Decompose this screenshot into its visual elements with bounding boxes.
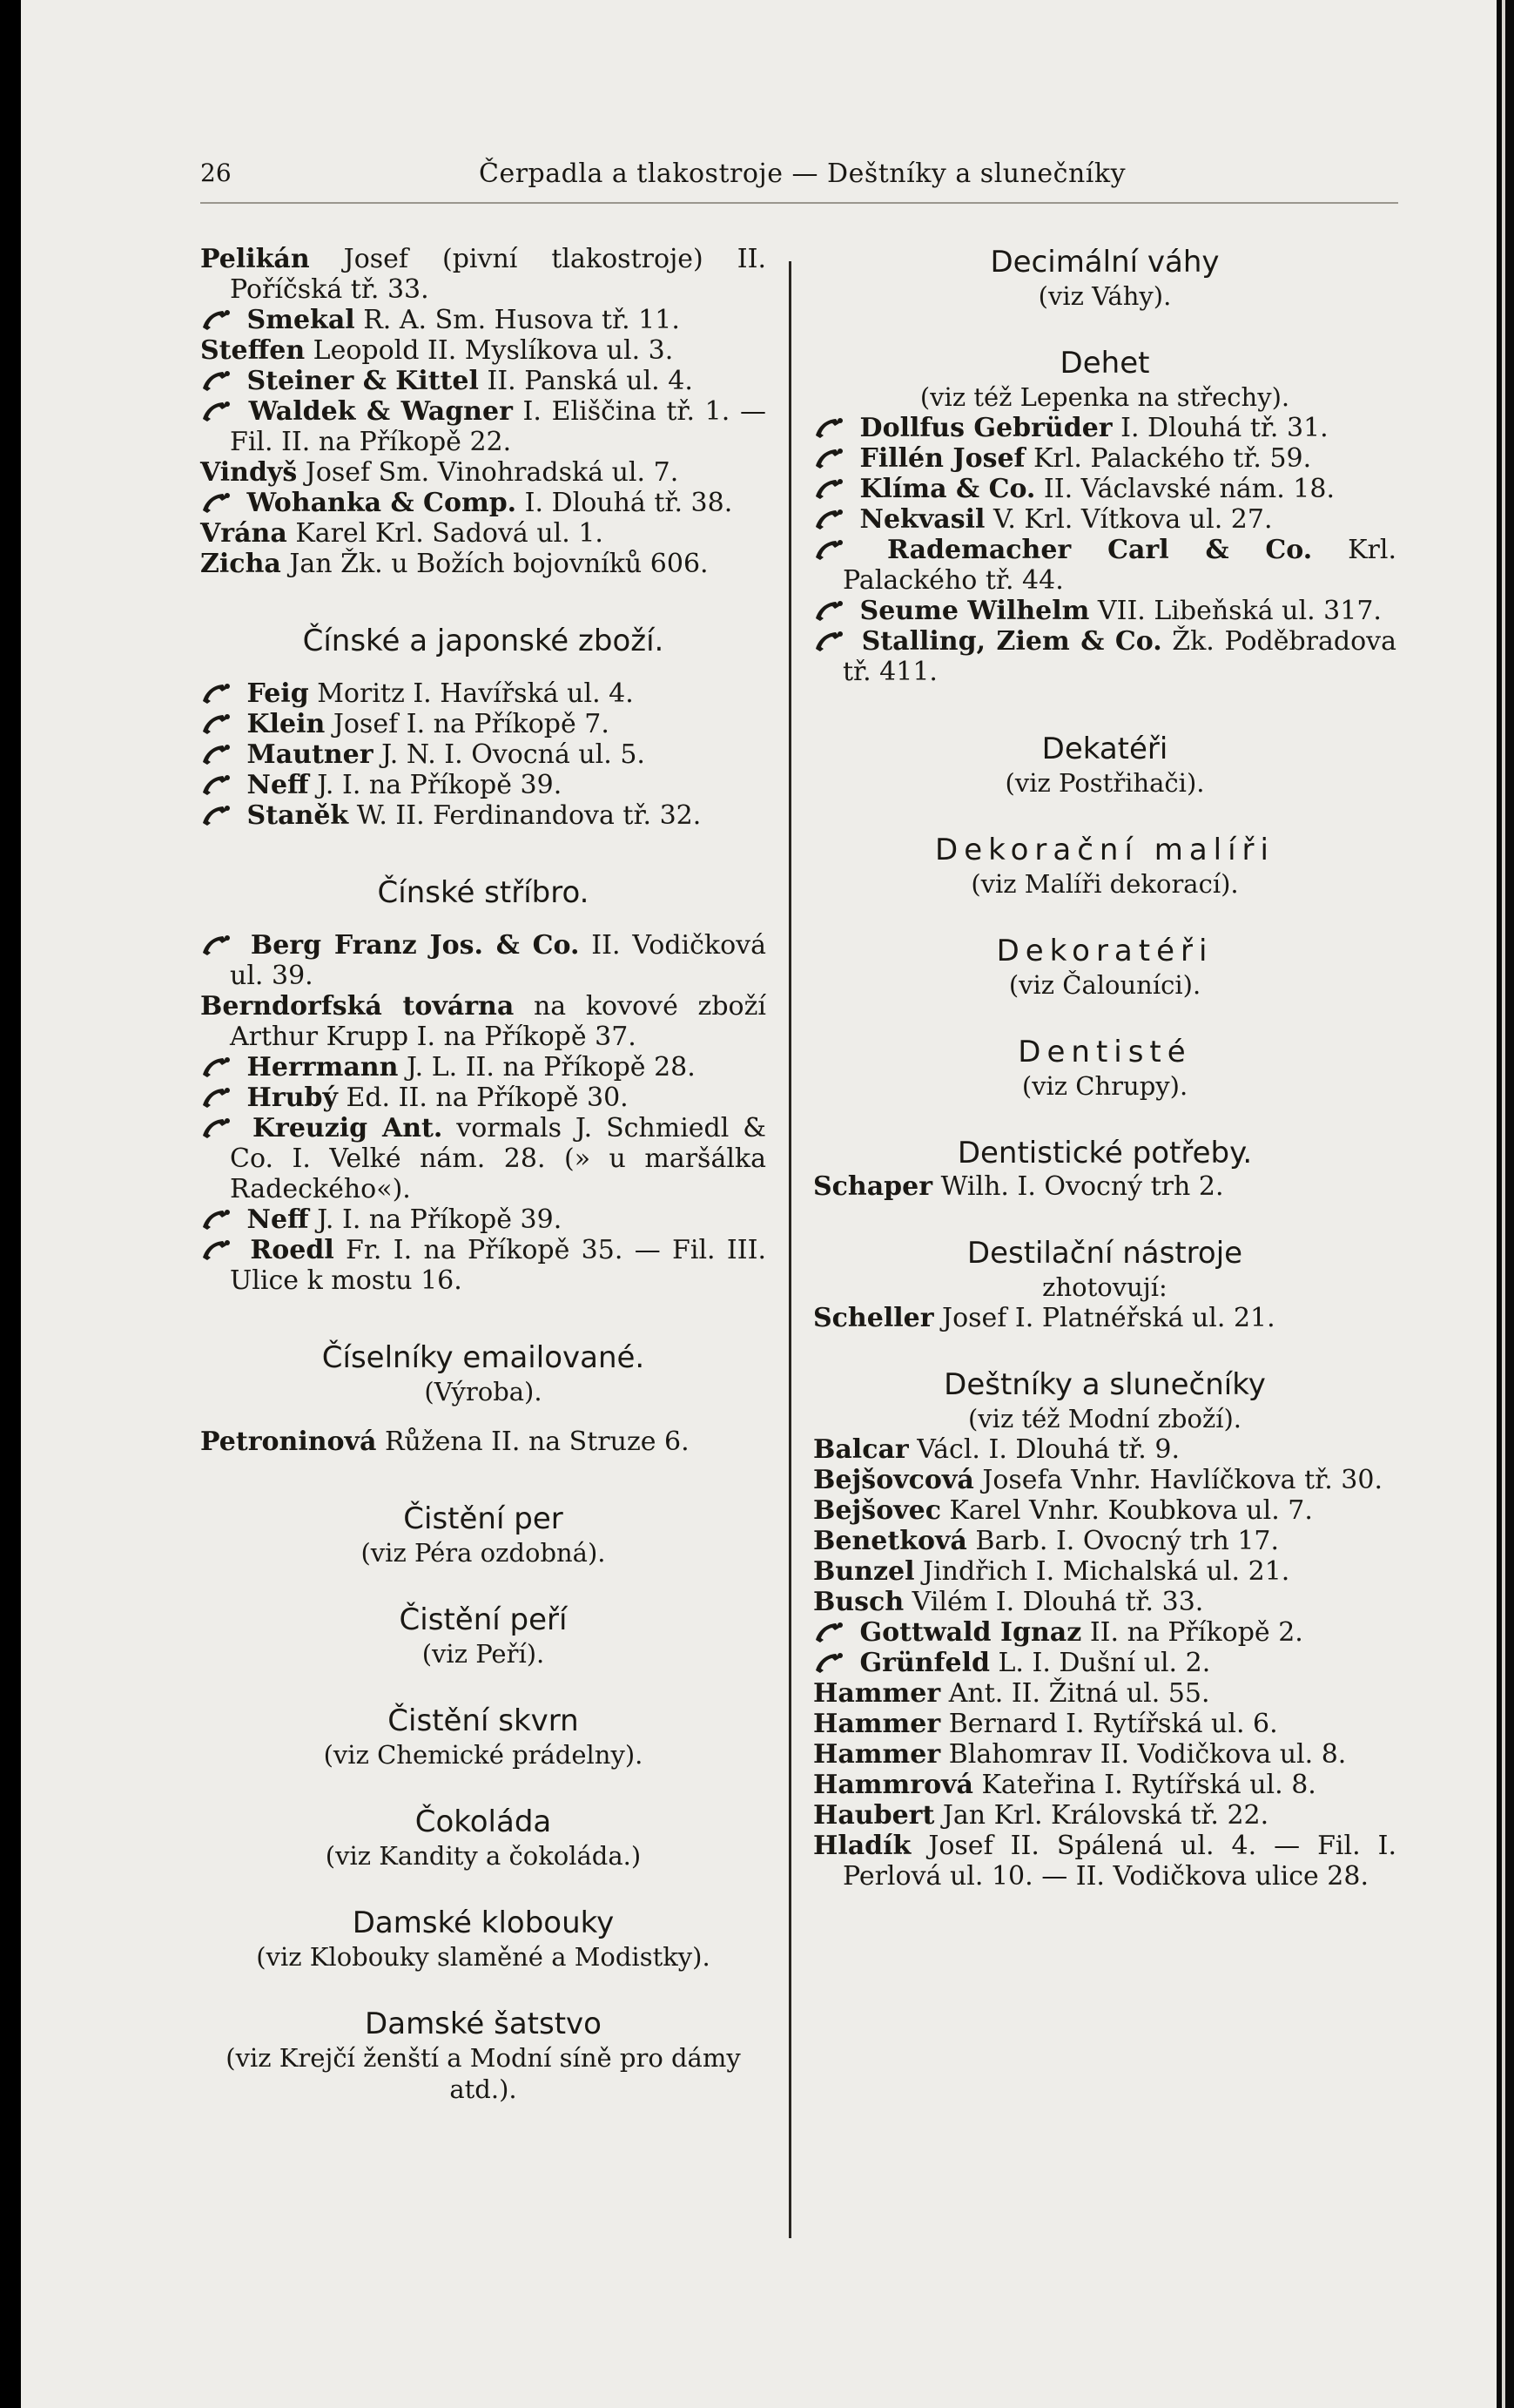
section-heading: Čínské a japonské zboží. [302, 624, 664, 658]
telephone-icon [200, 804, 232, 826]
directory-entry [813, 1648, 1396, 1678]
entry-name: Wohanka & Comp. [246, 488, 517, 518]
telephone-icon [200, 1116, 232, 1139]
entry-address: J. I. na Příkopě 39. [308, 770, 562, 800]
telephone-icon [813, 1651, 844, 1674]
section-note: (viz Chrupy). [1021, 1071, 1188, 1101]
entry-name: Busch [813, 1587, 905, 1617]
entry-address: I. Dlouhá tř. 31. [1112, 413, 1329, 443]
section-heading: Dekoratéři [996, 934, 1214, 968]
entry-name: Zicha [200, 549, 281, 579]
directory-entry [813, 1303, 1396, 1333]
section-heading: Dekatéři [1041, 732, 1168, 766]
section-heading: Dehet [1060, 346, 1150, 381]
entry-address: Josef Sm. Vinohradská ul. 7. [297, 457, 679, 488]
directory-entry [200, 1052, 766, 1083]
entry-address: VII. Libeňská ul. 317. [1089, 596, 1382, 626]
entry-address: J. N. I. Ovocná ul. 5. [373, 739, 645, 770]
entry-name: Roedl [250, 1235, 334, 1265]
directory-entry [200, 678, 766, 709]
scan-edge [1497, 0, 1514, 2408]
directory-entry [200, 488, 766, 518]
directory-entry [813, 1495, 1396, 1526]
entry-address: Krl. Palackého tř. 44. [843, 535, 1397, 596]
telephone-icon [813, 416, 844, 439]
directory-entry [200, 1083, 766, 1113]
entry-address: V. Krl. Vítkova ul. 27. [985, 504, 1273, 535]
entry-address: Žk. Poděbradova tř. 411. [843, 626, 1396, 687]
entry-list [200, 930, 766, 1296]
directory-entry [813, 1800, 1396, 1831]
directory-entry [813, 1587, 1396, 1617]
entry-name: Steffen [200, 335, 306, 366]
telephone-icon [200, 308, 232, 331]
section-note: (viz Peří). [421, 1639, 545, 1669]
directory-entry [813, 474, 1396, 504]
directory-entry [200, 518, 766, 549]
entry-address: II. Václavské nám. 18. [1035, 474, 1336, 504]
entry-name: Fillén Josef [859, 443, 1026, 474]
directory-entry [813, 1434, 1396, 1465]
column-divider [789, 261, 791, 2238]
directory-page [21, 0, 1497, 2408]
directory-entry [813, 1770, 1396, 1800]
entry-name: Bunzel [813, 1556, 915, 1587]
section-note: (viz Klobouky slaměné a Modistky). [256, 1942, 710, 1972]
section-heading: Čínské stříbro. [377, 875, 589, 910]
section-note: zhotovují: [1042, 1272, 1167, 1302]
telephone-icon [200, 1086, 232, 1109]
directory-entry [200, 549, 766, 579]
directory-entry [813, 1171, 1396, 1202]
entry-address: I. Dlouhá tř. 38. [516, 488, 733, 518]
entry-address: Wilh. I. Ovocný trh 2. [932, 1171, 1224, 1202]
entry-list [813, 1434, 1396, 1892]
entry-name: Steiner & Kittel [246, 366, 479, 396]
entry-name: Nekvasil [859, 504, 986, 535]
telephone-icon [200, 369, 232, 392]
entry-address: II. Vodičková ul. 39. [230, 930, 766, 991]
directory-entry [813, 626, 1396, 687]
entry-list [813, 1171, 1396, 1202]
directory-entry [200, 1204, 766, 1235]
entry-address: Ed. II. na Příkopě 30. [337, 1083, 629, 1113]
section-note: (viz Postřihači). [1005, 768, 1205, 798]
entry-address: Josefa Vnhr. Havlíčkova tř. 30. [973, 1465, 1383, 1495]
section-note: (viz Kandity a čokoláda.) [325, 1841, 642, 1871]
entry-name: Balcar [813, 1434, 909, 1465]
section-heading: Deštníky a slunečníky [944, 1367, 1266, 1402]
entry-name: Kreuzig Ant. [252, 1113, 443, 1143]
section-heading: Čistění peří [399, 1602, 568, 1637]
entry-address: Vilém I. Dlouhá tř. 33. [904, 1587, 1204, 1617]
telephone-icon [200, 400, 232, 422]
telephone-icon [200, 491, 232, 514]
entry-address: Růžena II. na Struze 6. [376, 1427, 690, 1457]
directory-entry [813, 1678, 1396, 1709]
section-note: (viz též Lepenka na střechy). [919, 382, 1290, 412]
section-note: (viz též Modní zboží). [967, 1404, 1242, 1433]
entry-name: Herrmann [246, 1052, 399, 1083]
entry-address: Josef I. na Příkopě 7. [325, 709, 609, 739]
entry-address: Josef I. Platnéřská ul. 21. [933, 1303, 1275, 1333]
entry-list [813, 413, 1396, 687]
entry-name: Pelikán [200, 244, 310, 274]
telephone-icon [200, 773, 232, 796]
entry-address: Blahomrav II. Vodičkova ul. 8. [940, 1739, 1347, 1770]
entry-name: Schaper [813, 1171, 933, 1202]
directory-entry [813, 535, 1396, 596]
left-column [200, 244, 766, 2105]
header-rule [200, 202, 1398, 204]
entry-name: Petroninová [200, 1427, 377, 1457]
entry-name: Bejšovcová [813, 1465, 974, 1495]
entry-list [200, 678, 766, 831]
entry-name: Feig [246, 678, 309, 709]
entry-name: Hammrová [813, 1770, 973, 1800]
section-heading: Dekorační malíři [935, 833, 1275, 867]
entry-list [200, 1427, 766, 1457]
entry-address: W. II. Ferdinandova tř. 32. [348, 800, 702, 831]
telephone-icon [200, 1238, 232, 1261]
directory-entry [200, 770, 766, 800]
telephone-icon [200, 743, 232, 766]
entry-name: Bejšovec [813, 1495, 941, 1526]
entry-name: Gottwald Ignaz [859, 1617, 1082, 1648]
entry-address: L. I. Dušní ul. 2. [989, 1648, 1211, 1678]
entry-address: J. L. II. na Příkopě 28. [398, 1052, 696, 1083]
directory-entry [200, 1113, 766, 1204]
entry-address: II. na Příkopě 2. [1081, 1617, 1303, 1648]
directory-entry [200, 1427, 766, 1457]
section-heading: Damské šatstvo [365, 2007, 602, 2041]
entry-name: Stalling, Ziem & Co. [861, 626, 1162, 657]
telephone-icon [200, 934, 232, 956]
directory-entry [813, 1709, 1396, 1739]
entry-address: Kateřina I. Rytířská ul. 8. [972, 1770, 1316, 1800]
directory-entry [813, 1739, 1396, 1770]
telephone-icon [813, 599, 844, 622]
directory-entry [200, 305, 766, 335]
entry-name: Hladík [813, 1831, 912, 1861]
directory-entry [200, 991, 766, 1052]
directory-entry [200, 800, 766, 831]
entry-name: Klíma & Co. [859, 474, 1036, 504]
page-number: 26 [200, 159, 232, 187]
page-header [200, 159, 1398, 193]
telephone-icon [813, 477, 844, 500]
entry-name: Hammer [813, 1709, 941, 1739]
entry-name: Hammer [813, 1739, 941, 1770]
entry-name: Smekal [246, 305, 355, 335]
directory-entry [813, 1526, 1396, 1556]
entry-address: Josef II. Spálená ul. 4. — Fil. I. Perlová ul. 10. — II. Vodičkova ulice 28. [843, 1831, 1396, 1892]
section-heading: Dentisté [1018, 1035, 1192, 1069]
entry-address: Jan Žk. u Božích bojovníků 606. [280, 549, 709, 579]
entry-address: Leopold II. Myslíkova ul. 3. [305, 335, 674, 366]
entry-address: Karel Krl. Sadová ul. 1. [286, 518, 603, 549]
section-heading: Číselníky emailované. [321, 1340, 645, 1375]
entry-address: I. Eliščina tř. 1. — Fil. II. na Příkopě 22. [230, 396, 766, 457]
telephone-icon [200, 1208, 232, 1231]
section-heading: Destilační nástroje [966, 1236, 1243, 1271]
section-heading: Damské klobouky [352, 1905, 615, 1940]
telephone-icon [813, 508, 844, 530]
directory-entry [200, 739, 766, 770]
directory-entry [813, 1617, 1396, 1648]
telephone-icon [813, 538, 844, 561]
section-note: (viz Malíři dekorací). [971, 869, 1239, 899]
directory-entry [200, 1235, 766, 1296]
entry-name: Seume Wilhelm [859, 596, 1090, 626]
entry-name: Hammer [813, 1678, 941, 1709]
telephone-icon [200, 712, 232, 735]
section-heading: Čokoláda [414, 1804, 552, 1839]
telephone-icon [813, 1621, 844, 1643]
entry-address: Fr. I. na Příkopě 35. — Fil. III. Ulice k mostu 16. [230, 1235, 766, 1296]
entry-address: R. A. Sm. Husova tř. 11. [354, 305, 680, 335]
entry-address: J. I. na Příkopě 39. [308, 1204, 562, 1235]
section-heading: Čistění per [403, 1501, 563, 1536]
entry-name: Vindyš [200, 457, 298, 488]
entry-address: Josef (pivní tlakostroje) II. Poříčská tř. 33. [230, 244, 766, 305]
telephone-icon [813, 447, 844, 469]
section-heading: Decimální váhy [990, 245, 1220, 280]
entry-name: Waldek & Wagner [248, 396, 513, 427]
section-note: (viz Péra ozdobná). [360, 1538, 606, 1568]
entry-address: Bernard I. Rytířská ul. 6. [940, 1709, 1278, 1739]
section-heading: Čistění skvrn [387, 1703, 579, 1738]
directory-entry [200, 335, 766, 366]
entry-name: Neff [246, 1204, 309, 1235]
entry-address: Moritz I. Havířská ul. 4. [308, 678, 634, 709]
section-note: (viz Krejčí ženští a Modní síně pro dámy atd.). [225, 2043, 741, 2104]
right-column [813, 244, 1396, 1892]
entry-name: Haubert [813, 1800, 935, 1831]
section-note: (viz Čalouníci). [1008, 970, 1201, 1000]
directory-entry [813, 443, 1396, 474]
entry-address: Barb. I. Ovocný trh 17. [966, 1526, 1280, 1556]
directory-entry [200, 244, 766, 305]
directory-entry [813, 1556, 1396, 1587]
running-title: Čerpadla a tlakostroje — Deštníky a slunečníky [479, 159, 1127, 189]
directory-entry [200, 930, 766, 991]
entry-list [813, 1303, 1396, 1333]
entry-name: Berndorfská továrna [200, 991, 515, 1022]
directory-entry [200, 366, 766, 396]
directory-entry [200, 396, 766, 457]
entry-address: II. Panská ul. 4. [478, 366, 693, 396]
entry-name: Grünfeld [859, 1648, 990, 1678]
entry-address: vormals J. Schmiedl & Co. I. Velké nám. 28. (» u maršálka Radeckého«). [230, 1113, 766, 1204]
directory-entry [813, 1465, 1396, 1495]
directory-entry [813, 413, 1396, 443]
directory-entry [200, 709, 766, 739]
entry-name: Dollfus Gebrüder [859, 413, 1113, 443]
entry-address: Krl. Palackého tř. 59. [1025, 443, 1312, 474]
entry-list [200, 244, 766, 579]
entry-name: Benetková [813, 1526, 967, 1556]
directory-entry [813, 504, 1396, 535]
section-note: (Výroba). [424, 1377, 542, 1406]
directory-entry [813, 1831, 1396, 1892]
entry-address: Václ. I. Dlouhá tř. 9. [908, 1434, 1180, 1465]
entry-address: na kovové zboží Arthur Krupp I. na Příkopě 37. [230, 991, 767, 1052]
section-heading: Dentistické potřeby. [957, 1136, 1253, 1170]
entry-name: Klein [246, 709, 326, 739]
entry-address: Jindřich I. Michalská ul. 21. [914, 1556, 1290, 1587]
section-note: (viz Váhy). [1038, 281, 1172, 311]
entry-name: Berg Franz Jos. & Co. [250, 930, 580, 961]
section-note: (viz Chemické prádelny). [323, 1740, 643, 1770]
entry-name: Staněk [246, 800, 349, 831]
entry-name: Scheller [813, 1303, 934, 1333]
telephone-icon [813, 630, 844, 652]
telephone-icon [200, 1056, 232, 1078]
entry-address: Ant. II. Žitná ul. 55. [940, 1678, 1210, 1709]
telephone-icon [200, 682, 232, 705]
entry-name: Rademacher Carl & Co. [886, 535, 1313, 565]
entry-address: Jan Krl. Královská tř. 22. [934, 1800, 1269, 1831]
directory-entry [813, 596, 1396, 626]
entry-name: Vrána [200, 518, 287, 549]
entry-address: Karel Vnhr. Koubkova ul. 7. [940, 1495, 1313, 1526]
entry-name: Neff [246, 770, 309, 800]
entry-name: Hrubý [246, 1083, 338, 1113]
entry-name: Mautner [246, 739, 373, 770]
directory-entry [200, 457, 766, 488]
